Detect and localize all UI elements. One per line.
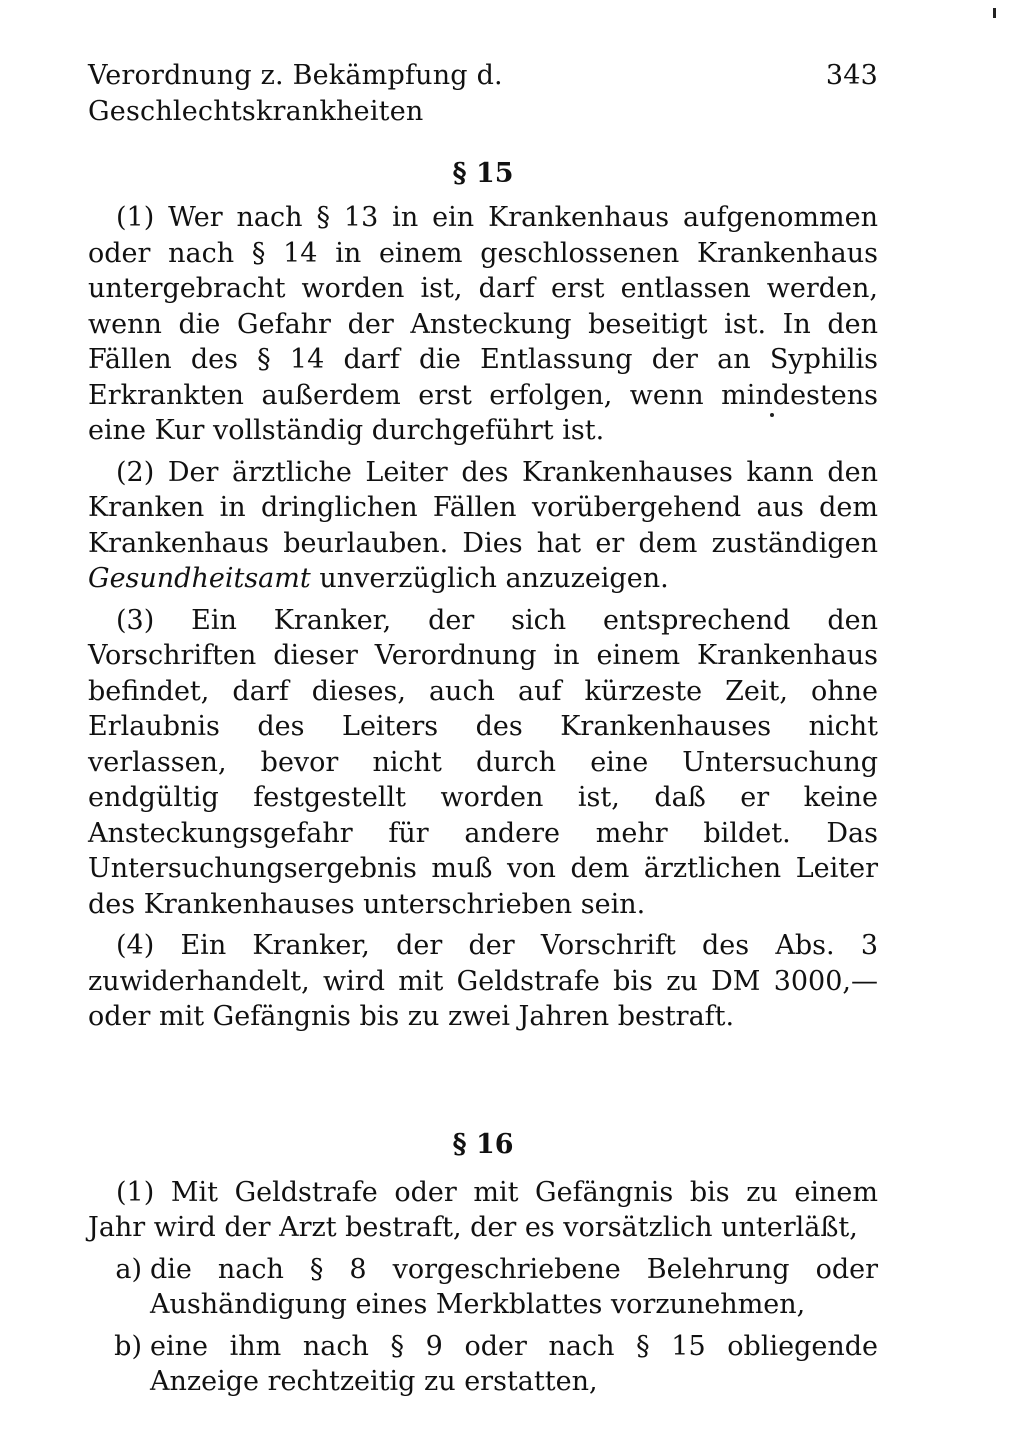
- page-number: 343: [825, 60, 878, 91]
- list-item: [88, 1329, 878, 1400]
- running-title: Verordnung z. Bekämpfung d. Geschlechtskrankheiten: [88, 60, 503, 127]
- running-header: [88, 58, 878, 130]
- paragraph-2-text-after: unverzüglich anzuzeigen.: [310, 563, 669, 594]
- section-15-paragraph-4: (4) Ein Kranker, der der Vorschrift des Abs. 3 zuwiderhandelt, wird mit Geldstrafe bis zu DM 3000,— oder mit Gefängnis bis zu zwei Jahren bestraft.: [88, 930, 878, 1032]
- section-16-heading: § 16: [452, 1128, 514, 1160]
- section-15-heading: § 15: [452, 158, 514, 189]
- list-marker: a): [115, 1253, 142, 1285]
- list-item: [88, 1252, 878, 1323]
- paragraph-2-text-before: (2) Der ärztliche Leiter des Krankenhauses kann den Kranken in dringlichen Fällen vorübergehend aus dem Krankenhaus beurlauben. Dies hat er dem zuständigen: [88, 456, 878, 559]
- list-item-text: die nach § 8 vorgeschriebene Belehrung oder Aushändigung eines Merkblattes vorzunehmen,: [150, 1253, 878, 1320]
- section-15-paragraph-2: [88, 455, 878, 597]
- section-15-paragraph-1: (1) Wer nach § 13 in ein Krankenhaus aufgenommen oder nach § 14 in einem geschlossenen Krankenhaus untergebracht worden ist, darf erst entlassen werden, wenn die Gefahr der Ansteckung beseitigt ist. In den Fällen des § 14 darf die Entlassung der an Syphilis Erkrankten außerdem erst erfolgen, wenn mindestens eine Kur vollständig durchgeführt ist.: [88, 202, 878, 446]
- list-marker: b): [114, 1330, 142, 1362]
- section-16-list: [88, 1252, 878, 1400]
- scan-edge-mark: [993, 8, 996, 18]
- emphasized-term: Gesundheitsamt: [88, 563, 311, 594]
- document-page: [88, 58, 878, 1406]
- section-16-intro: (1) Mit Geldstrafe oder mit Gefängnis bis zu einem Jahr wird der Arzt bestraft, der es vorsätzlich unterläßt,: [88, 1176, 878, 1243]
- list-item-text: eine ihm nach § 9 oder nach § 15 obliegende Anzeige rechtzeitig zu erstatten,: [150, 1330, 878, 1397]
- section-15-paragraph-3: (3) Ein Kranker, der sich entsprechend den Vorschriften dieser Verordnung in einem Krankenhaus befindet, darf dieses, auch auf kürzeste Zeit, ohne Erlaubnis des Leiters des Krankenhauses nicht verlassen, bevor nicht durch eine Untersuchung endgültig festgestellt worden ist, daß er keine Ansteckungsgefahr für andere mehr bildet. Das Untersuchungsergebnis muß von dem ärztlichen Leiter des Krankenhauses unterschrieben sein.: [88, 604, 878, 920]
